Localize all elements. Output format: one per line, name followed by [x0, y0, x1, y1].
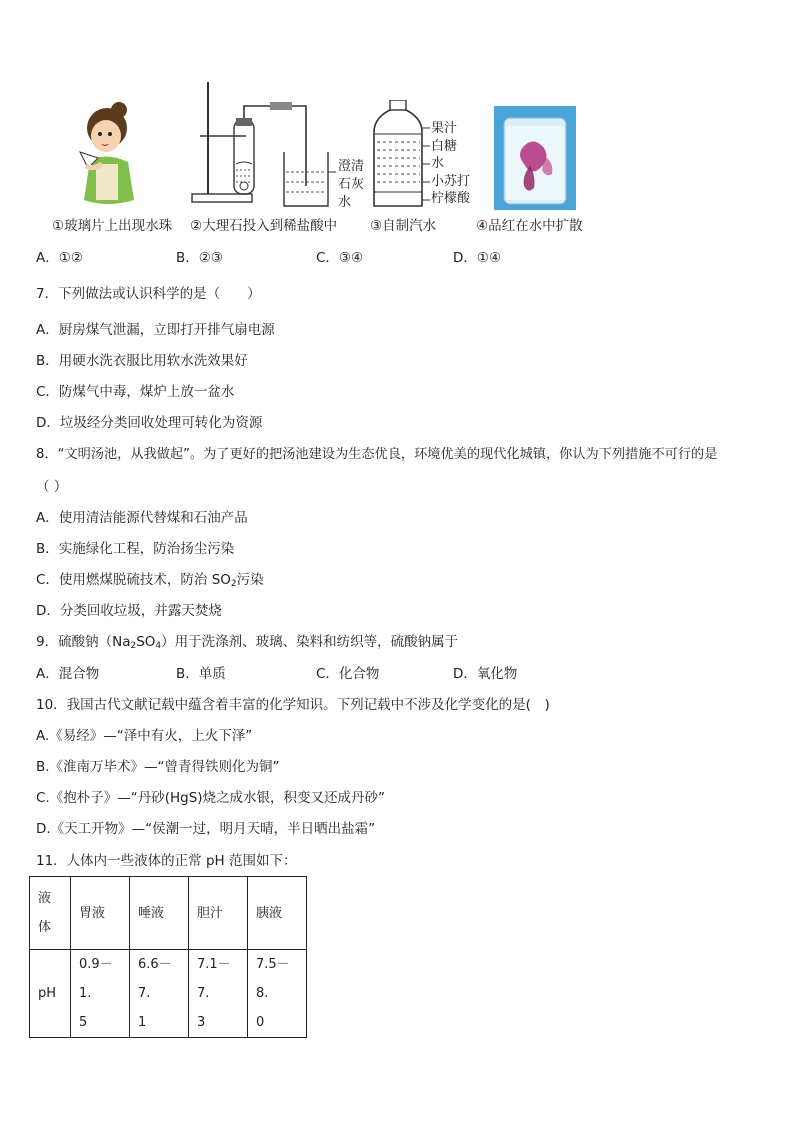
ph-value-saliva-line-1: 6.6－7. — [138, 957, 172, 1001]
q6-option-a: A．①② — [36, 250, 83, 266]
q8-option-c-subscript: 2 — [230, 579, 237, 589]
figure-caption-2: ②大理石投入到稀盐酸中 — [190, 218, 338, 234]
q8-option-a: A．使用清洁能源代替煤和石油产品 — [36, 510, 248, 526]
q8-option-d: D．分类回收垃圾，并露天焚烧 — [36, 603, 222, 619]
header-cell-pancreatic: 胰液 — [248, 877, 307, 950]
ph-value-pancreatic-line-2: 0 — [256, 1015, 265, 1030]
q10-option-a: A.《易经》—“泽中有火，上火下泽” — [36, 728, 253, 744]
q9-stem-post: ）用于洗涤剂、玻璃、染料和纺织等，硫酸钠属于 — [161, 634, 459, 650]
q10-option-c: C.《抱朴子》—“丹砂(HgS)烧之成水银，积变又还成丹砂” — [36, 790, 386, 806]
ph-value-pancreatic-line-1: 7.5－8. — [256, 957, 290, 1001]
homemade-soda-bottle — [368, 100, 430, 210]
header-cell-bile: 胆汁 — [189, 877, 248, 950]
figure-caption-3: ③自制汽水 — [370, 218, 437, 234]
ph-value-pancreatic — [248, 950, 307, 1038]
ph-value-gastric-line-1: 0.9－1. — [79, 957, 113, 1001]
q7-option-d: D．垃圾经分类回收处理可转化为资源 — [36, 415, 263, 431]
limewater-label-3: 水 — [338, 195, 352, 210]
q9-option-d: D．氧化物 — [453, 666, 518, 682]
q7-option-a: A．厨房煤气泄漏，立即打开排气扇电源 — [36, 322, 275, 338]
ph-value-gastric-line-2: 5 — [79, 1015, 88, 1030]
header-cell-saliva: 唾液 — [130, 877, 189, 950]
q10-stem: 10．我国古代文献记载中蕴含着丰富的化学知识。下列记载中不涉及化学变化的是( ) — [36, 697, 550, 713]
ph-table-header-row — [30, 877, 307, 950]
header-cell-liquid — [30, 877, 71, 950]
q9-option-c: C．化合物 — [316, 666, 380, 682]
ph-table-value-row — [30, 950, 307, 1038]
q8-option-b: B．实施绿化工程，防治扬尘污染 — [36, 541, 235, 557]
limewater-label-1: 澄清 — [338, 159, 365, 174]
ph-value-saliva — [130, 950, 189, 1038]
q8-option-c-text: C．使用燃煤脱硫技术，防治 SO — [36, 572, 231, 588]
ph-value-bile — [189, 950, 248, 1038]
soda-label-juice: 果汁 — [431, 121, 458, 136]
q7-option-b: B．用硬水洗衣服比用软水洗效果好 — [36, 353, 248, 369]
girl-glass-illustration — [72, 100, 142, 210]
figure-caption-1: ①玻璃片上出现水珠 — [52, 218, 173, 234]
q9-option-b: B．单质 — [176, 666, 226, 682]
header-cell-gastric: 胃液 — [71, 877, 130, 950]
q8-option-c-tail: 污染 — [236, 572, 264, 588]
q9-sub-1: 2 — [130, 641, 137, 651]
q7-stem: 7．下列做法或认识科学的是（ ） — [36, 286, 261, 302]
q9-stem-pre: 9．硫酸钠（Na — [36, 634, 131, 650]
header-cell-liquid-line-2: 体 — [38, 920, 52, 935]
q9-stem — [36, 632, 458, 656]
header-cell-liquid-line-1: 液 — [38, 891, 52, 906]
ph-value-saliva-line-2: 1 — [138, 1015, 147, 1030]
q6-option-c: C．③④ — [316, 250, 364, 266]
ph-value-bile-line-2: 3 — [197, 1015, 206, 1030]
row-label-ph: pH — [30, 950, 71, 1038]
q11-stem: 11．人体内一些液体的正常 pH 范围如下： — [36, 853, 297, 869]
q7-option-c: C．防煤气中毒，煤炉上放一盆水 — [36, 384, 235, 400]
marble-acid-apparatus — [186, 80, 336, 210]
q9-stem-mid: SO — [136, 634, 156, 650]
q8-stem: 8．“文明汤池，从我做起”。为了更好的把汤池建设为生态优良，环境优美的现代化城镇，你认为下列措施不可行的是 — [36, 447, 718, 462]
q6-option-d: D．①④ — [453, 250, 502, 266]
soda-label-sugar: 白糖 — [431, 138, 458, 154]
soda-label-baking-soda: 小苏打 — [431, 173, 471, 189]
dye-diffusion-photo — [494, 106, 576, 210]
figure-caption-4: ④品红在水中扩散 — [476, 218, 583, 234]
soda-label-water: 水 — [431, 156, 445, 171]
q8-stem-tail: （ ） — [36, 479, 68, 495]
ph-value-bile-line-1: 7.1－7. — [197, 957, 231, 1001]
q8-option-c — [36, 570, 264, 594]
q10-option-d: D.《天工开物》—“侯潮一过，明月天晴，半日晒出盐霜” — [36, 821, 376, 837]
q9-sub-2: 4 — [155, 641, 162, 651]
q6-option-b: B．②③ — [176, 250, 223, 266]
ph-value-gastric — [71, 950, 130, 1038]
q9-option-a: A．混合物 — [36, 666, 100, 682]
limewater-label-2: 石灰 — [338, 177, 365, 192]
q10-option-b: B.《淮南万毕术》—“曾青得铁则化为铜” — [36, 759, 280, 775]
soda-label-citric-acid: 柠檬酸 — [431, 191, 471, 206]
ph-table — [29, 876, 307, 1038]
